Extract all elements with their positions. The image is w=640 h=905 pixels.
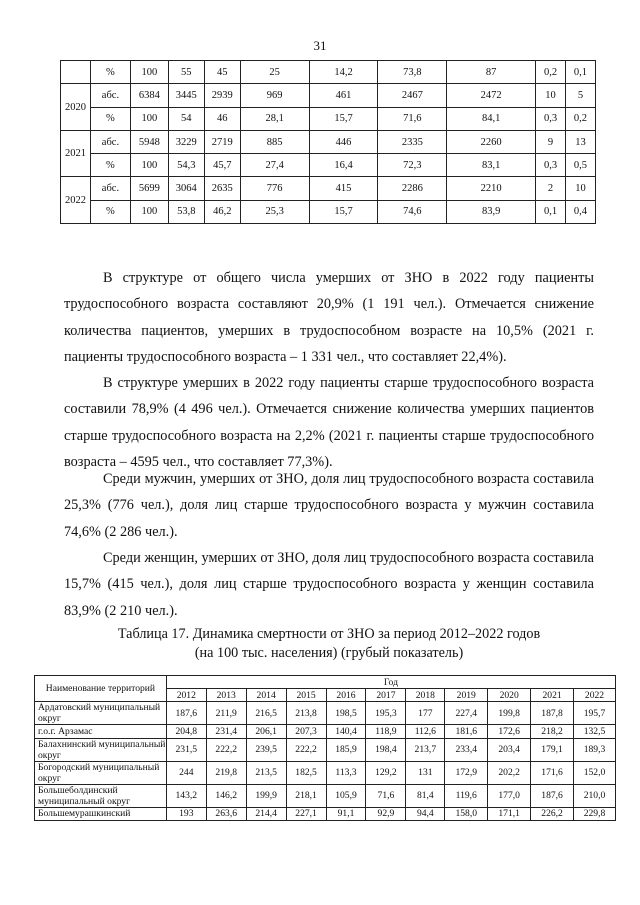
table-cell: % — [90, 61, 130, 84]
table-cell: 181,6 — [445, 725, 488, 738]
table-cell: 2 — [536, 177, 566, 200]
table-cell: 179,1 — [531, 738, 574, 761]
table-cell: 3064 — [168, 177, 204, 200]
table-cell: 172,6 — [488, 725, 531, 738]
table-cell: 210,0 — [574, 784, 616, 807]
table-cell: 2635 — [204, 177, 240, 200]
table-cell: 198,5 — [326, 702, 366, 725]
table-cell: % — [90, 200, 130, 223]
table-cell: 71,6 — [378, 107, 447, 130]
table-cell: 222,2 — [286, 738, 326, 761]
table-cell: 969 — [240, 84, 309, 107]
table-cell: 0,1 — [565, 61, 595, 84]
year-cell: 2020 — [61, 84, 91, 131]
table-cell: 14,2 — [309, 61, 378, 84]
table-cell: 2472 — [447, 84, 536, 107]
paragraph-men: Среди мужчин, умерших от ЗНО, доля лиц трудоспособного возраста составила 25,3% (776 чел.), доля лиц старше трудоспособного возраста у мужчин составила 74,6% (2 286 чел.). — [64, 471, 594, 540]
table-cell: 214,4 — [246, 807, 286, 820]
paragraph-women: Среди женщин, умерших от ЗНО, доля лиц трудоспособного возраста составила 15,7% (415 чел.), доля лиц старше трудоспособного возраста у женщин составила 83,9% (2 210 чел.). — [64, 550, 594, 619]
table-cell: 83,9 — [447, 200, 536, 223]
table-cell: 199,9 — [246, 784, 286, 807]
year-column-header: 2012 — [166, 689, 206, 702]
table-cell: 100 — [130, 200, 168, 223]
table-row — [35, 738, 616, 761]
table-cell: 81,4 — [406, 784, 445, 807]
table-cell: 226,2 — [531, 807, 574, 820]
table-cell: 54 — [168, 107, 204, 130]
table-cell: % — [90, 107, 130, 130]
territory-header: Наименование территорий — [35, 676, 167, 702]
table-cell: 3229 — [168, 130, 204, 153]
table-cell: 25,3 — [240, 200, 309, 223]
table-cell: 146,2 — [206, 784, 246, 807]
table-cell: 53,8 — [168, 200, 204, 223]
table-cell: 222,2 — [206, 738, 246, 761]
table-cell: 100 — [130, 107, 168, 130]
table-cell: 199,8 — [488, 702, 531, 725]
table-cell: 129,2 — [366, 761, 406, 784]
year-column-header: 2021 — [531, 689, 574, 702]
year-cell: 2022 — [61, 177, 91, 224]
territory-name: Большеболдинский муниципальный округ — [35, 784, 167, 807]
table-cell: 177,0 — [488, 784, 531, 807]
table-cell: абс. — [90, 84, 130, 107]
territory-name: Ардатовский муниципальный округ — [35, 702, 167, 725]
caption-line-2: (на 100 тыс. населения) (грубый показатель) — [194, 645, 464, 661]
table-cell: 461 — [309, 84, 378, 107]
table-cell: абс. — [90, 177, 130, 200]
table-cell: 207,3 — [286, 725, 326, 738]
table-cell: 2719 — [204, 130, 240, 153]
table-17-caption — [64, 625, 594, 663]
table-cell: 202,2 — [488, 761, 531, 784]
table-cell: 105,9 — [326, 784, 366, 807]
territory-name: Богородский муниципальный округ — [35, 761, 167, 784]
year-column-header: 2018 — [406, 689, 445, 702]
table-cell: 45 — [204, 61, 240, 84]
table-cell: 92,9 — [366, 807, 406, 820]
table-cell: 83,1 — [447, 154, 536, 177]
table-cell: 213,8 — [286, 702, 326, 725]
table-cell: 211,9 — [206, 702, 246, 725]
table-row — [35, 725, 616, 738]
territory-name: Большемурашкинский — [35, 807, 167, 820]
year-header: Год — [166, 676, 615, 689]
table-cell: 5699 — [130, 177, 168, 200]
table-cell: 15,7 — [309, 107, 378, 130]
year-cell: 2021 — [61, 130, 91, 177]
table-cell: 0,2 — [536, 61, 566, 84]
table-cell: 233,4 — [445, 738, 488, 761]
table-cell: 0,3 — [536, 154, 566, 177]
table-17 — [34, 675, 616, 821]
table-cell: 87 — [447, 61, 536, 84]
year-column-header: 2019 — [445, 689, 488, 702]
table-cell: 152,0 — [574, 761, 616, 784]
table-cell: 140,4 — [326, 725, 366, 738]
table-cell: 3445 — [168, 84, 204, 107]
table-cell: 229,8 — [574, 807, 616, 820]
table-cell: 231,5 — [166, 738, 206, 761]
mortality-share-table — [60, 60, 596, 224]
year-column-header: 2020 — [488, 689, 531, 702]
table-cell: 10 — [565, 177, 595, 200]
table-row — [61, 61, 596, 84]
table-cell: 182,5 — [286, 761, 326, 784]
table-cell: 74,6 — [378, 200, 447, 223]
table-cell: 0,4 — [565, 200, 595, 223]
table-cell: 91,1 — [326, 807, 366, 820]
table-row — [61, 107, 596, 130]
table-cell: 73,8 — [378, 61, 447, 84]
table-cell: 218,1 — [286, 784, 326, 807]
table-cell: 171,6 — [531, 761, 574, 784]
table-cell: 112,6 — [406, 725, 445, 738]
table-row — [61, 200, 596, 223]
table-cell: 2260 — [447, 130, 536, 153]
table-cell: 216,5 — [246, 702, 286, 725]
page-number: 31 — [313, 38, 327, 53]
table-cell: 776 — [240, 177, 309, 200]
table-cell: 187,6 — [531, 784, 574, 807]
table-cell: 446 — [309, 130, 378, 153]
table-cell: 189,3 — [574, 738, 616, 761]
table-row — [61, 130, 596, 153]
table-cell: 84,1 — [447, 107, 536, 130]
table-cell: абс. — [90, 130, 130, 153]
year-column-header: 2014 — [246, 689, 286, 702]
table-cell: 131 — [406, 761, 445, 784]
table-cell: 94,4 — [406, 807, 445, 820]
table-cell: 415 — [309, 177, 378, 200]
year-column-header: 2022 — [574, 689, 616, 702]
table-cell: 213,7 — [406, 738, 445, 761]
table-cell: 72,3 — [378, 154, 447, 177]
paragraph-working-age: В структуре от общего числа умерших от ЗНО в 2022 году пациенты трудоспособного возраста составляют 20,9% (1 191 чел.). Отмечается снижение количества пациентов, умерших в трудоспособном возрасте на 10,5% (2021 г. пациенты трудоспособного возраста – 1 331 чел., что составляет 22,4%). — [64, 270, 594, 366]
table-cell: 187,6 — [166, 702, 206, 725]
territory-name: г.о.г. Арзамас — [35, 725, 167, 738]
table-cell: 15,7 — [309, 200, 378, 223]
table-cell: 172,9 — [445, 761, 488, 784]
table-cell: 195,3 — [366, 702, 406, 725]
caption-line-1: Таблица 17. Динамика смертности от ЗНО за период 2012–2022 годов — [117, 626, 541, 642]
table-cell: 46,2 — [204, 200, 240, 223]
table-cell: 45,7 — [204, 154, 240, 177]
table-cell: 54,3 — [168, 154, 204, 177]
table-cell: 28,1 — [240, 107, 309, 130]
table-cell: 0,5 — [565, 154, 595, 177]
table-cell: 193 — [166, 807, 206, 820]
table-cell: 203,4 — [488, 738, 531, 761]
table-cell: 0,3 — [536, 107, 566, 130]
table-cell: 2467 — [378, 84, 447, 107]
table-cell: 10 — [536, 84, 566, 107]
table-cell: 219,8 — [206, 761, 246, 784]
table-cell: 27,4 — [240, 154, 309, 177]
table-cell: 55 — [168, 61, 204, 84]
table-row — [35, 784, 616, 807]
table-cell: 2939 — [204, 84, 240, 107]
table-cell: 239,5 — [246, 738, 286, 761]
table-cell: % — [90, 154, 130, 177]
table-cell: 227,1 — [286, 807, 326, 820]
table-row — [61, 177, 596, 200]
table-cell: 5 — [565, 84, 595, 107]
year-column-header: 2013 — [206, 689, 246, 702]
territory-name: Балахнинский муниципальный округ — [35, 738, 167, 761]
table-cell: 187,8 — [531, 702, 574, 725]
table-cell: 213,5 — [246, 761, 286, 784]
table-cell: 885 — [240, 130, 309, 153]
table-cell: 16,4 — [309, 154, 378, 177]
table-cell: 185,9 — [326, 738, 366, 761]
year-cell — [61, 61, 91, 84]
table-cell: 132,5 — [574, 725, 616, 738]
table-cell: 46 — [204, 107, 240, 130]
table-row — [35, 761, 616, 784]
table-cell: 5948 — [130, 130, 168, 153]
table-cell: 171,1 — [488, 807, 531, 820]
year-column-header: 2015 — [286, 689, 326, 702]
table-cell: 119,6 — [445, 784, 488, 807]
table-cell: 71,6 — [366, 784, 406, 807]
year-column-header: 2016 — [326, 689, 366, 702]
table-cell: 244 — [166, 761, 206, 784]
table-row — [61, 154, 596, 177]
table-cell: 100 — [130, 154, 168, 177]
table-row — [35, 807, 616, 820]
table-cell: 177 — [406, 702, 445, 725]
table-row — [35, 702, 616, 725]
table-cell: 0,2 — [565, 107, 595, 130]
table-cell: 6384 — [130, 84, 168, 107]
table-cell: 2286 — [378, 177, 447, 200]
table-cell: 13 — [565, 130, 595, 153]
table-cell: 0,1 — [536, 200, 566, 223]
table-cell: 218,2 — [531, 725, 574, 738]
table-cell: 143,2 — [166, 784, 206, 807]
table-cell: 2335 — [378, 130, 447, 153]
table-cell: 118,9 — [366, 725, 406, 738]
table-cell: 2210 — [447, 177, 536, 200]
table-cell: 263,6 — [206, 807, 246, 820]
table-cell: 25 — [240, 61, 309, 84]
table-cell: 113,3 — [326, 761, 366, 784]
paragraph-older-age: В структуре умерших в 2022 году пациенты старше трудоспособного возраста составили 78,9% (4 496 чел.). Отмечается снижение количества умерших пациентов старше трудоспособного возраста на 2,2% (2021 г. пациенты старше трудоспособного возраста – 4595 чел., что составляет 77,3%). — [64, 375, 594, 471]
table-cell: 195,7 — [574, 702, 616, 725]
year-column-header: 2017 — [366, 689, 406, 702]
table-row — [61, 84, 596, 107]
table-cell: 206,1 — [246, 725, 286, 738]
table-cell: 100 — [130, 61, 168, 84]
table-cell: 227,4 — [445, 702, 488, 725]
table-cell: 198,4 — [366, 738, 406, 761]
table-cell: 231,4 — [206, 725, 246, 738]
table-cell: 9 — [536, 130, 566, 153]
table-cell: 204,8 — [166, 725, 206, 738]
table-cell: 158,0 — [445, 807, 488, 820]
